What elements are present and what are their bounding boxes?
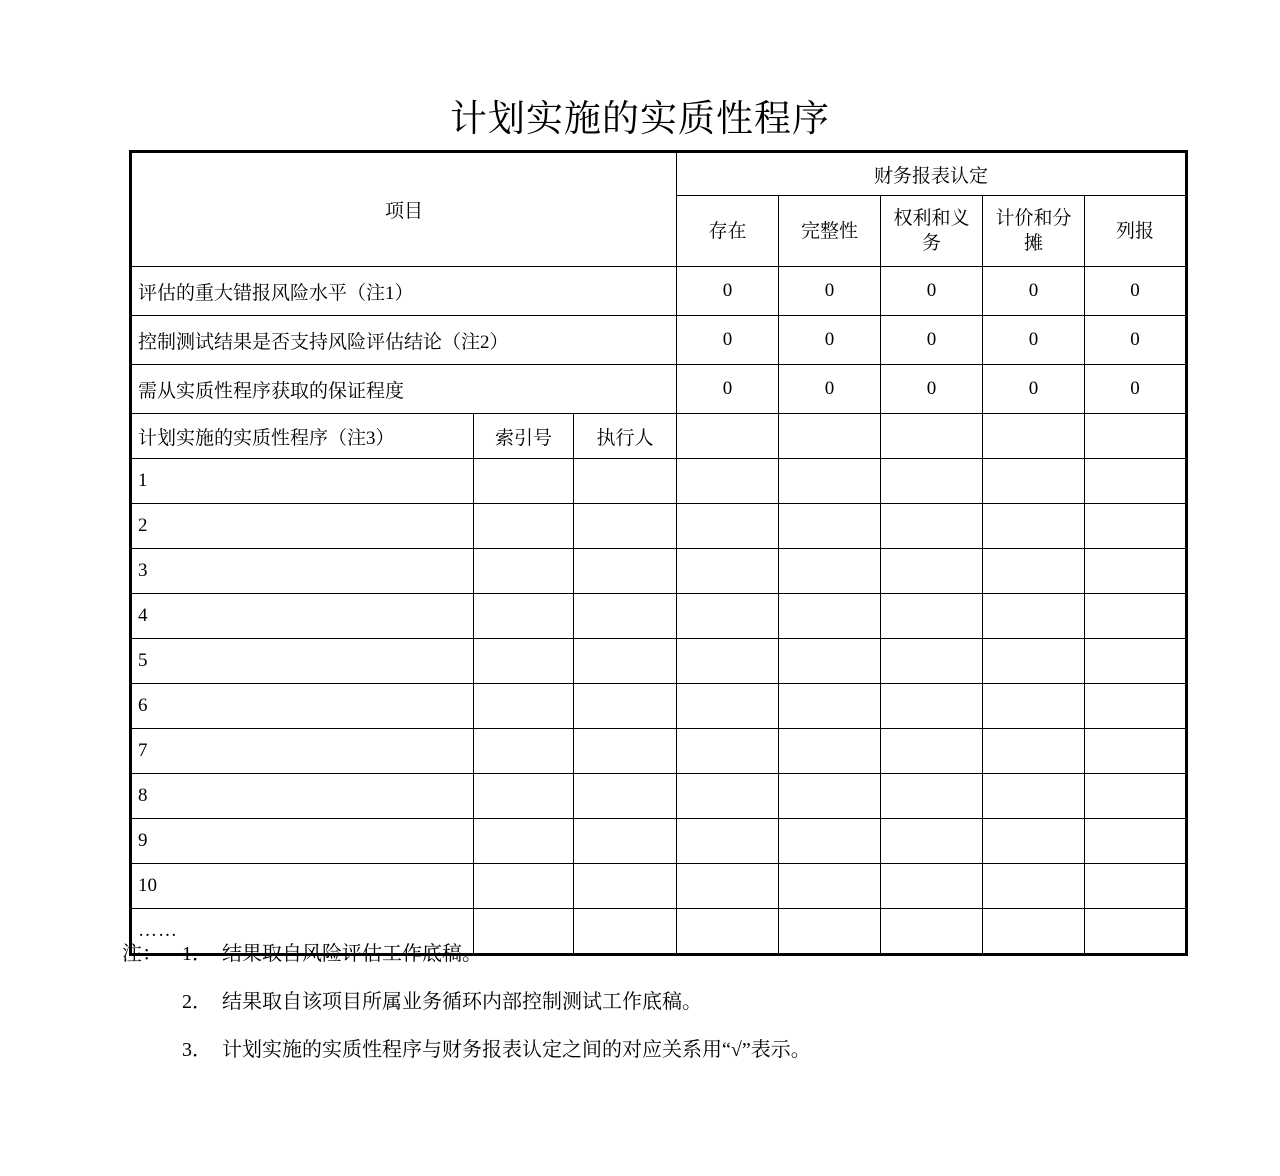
procedure-row-number[interactable]: 2 [131,504,474,549]
assessment-cell[interactable]: 0 [881,267,983,316]
procedure-row-assertion-cell[interactable] [677,459,779,504]
procedure-row-number[interactable]: 6 [131,684,474,729]
procedure-row [131,504,1187,549]
procedure-row-assertion-cell[interactable] [881,684,983,729]
assessment-cell[interactable]: 0 [1085,365,1187,414]
procedure-row [131,684,1187,729]
procedure-row-assertion-cell[interactable] [983,819,1085,864]
procedure-row-assertion-cell[interactable] [1085,774,1187,819]
procedure-row-assertion-cell[interactable] [881,729,983,774]
procedure-row-performer[interactable] [574,864,677,909]
procedure-row-assertion-cell[interactable] [779,684,881,729]
procedure-row-assertion-cell[interactable] [677,549,779,594]
procedure-row-performer[interactable] [574,684,677,729]
assessment-row [131,316,1187,365]
procedure-row-assertion-cell[interactable] [881,459,983,504]
assessment-cell[interactable]: 0 [983,365,1085,414]
substantive-procedures-table [129,150,1188,956]
procedure-row-assertion-cell[interactable] [779,774,881,819]
procedure-row-performer[interactable] [574,504,677,549]
procedure-row-assertion-cell[interactable] [677,819,779,864]
assessment-cell[interactable]: 0 [1085,267,1187,316]
procedure-row-assertion-cell[interactable] [983,729,1085,774]
procedure-row [131,819,1187,864]
procedure-row [131,774,1187,819]
note-line [122,1036,1182,1064]
procedure-row [131,549,1187,594]
procedure-row-number[interactable]: 8 [131,774,474,819]
procedure-row-assertion-cell[interactable] [677,504,779,549]
header-assertion-2: 完整性 [779,196,881,267]
assessment-row-label: 控制测试结果是否支持风险评估结论（注2） [131,316,677,365]
procedure-row-index-no[interactable] [474,639,574,684]
procedure-row-assertion-cell[interactable] [881,864,983,909]
procedure-row-index-no[interactable] [474,774,574,819]
note-number: 1． [182,943,212,965]
procedure-row-assertion-cell[interactable] [779,549,881,594]
procedure-header-performer: 执行人 [574,414,677,459]
procedure-row-index-no[interactable] [474,864,574,909]
assessment-cell[interactable]: 0 [1085,316,1187,365]
header-item-column: 项目 [131,152,677,267]
assessment-cell[interactable]: 0 [779,316,881,365]
procedure-header-assertion-cell[interactable] [1085,414,1187,459]
procedure-row-performer[interactable] [574,819,677,864]
note-line [122,940,1182,968]
note-number: 3． [182,1039,212,1061]
procedure-header-row [131,414,1187,459]
procedure-row-number[interactable]: 5 [131,639,474,684]
procedure-row-index-no[interactable] [474,729,574,774]
procedure-row-assertion-cell[interactable] [983,459,1085,504]
procedure-row-assertion-cell[interactable] [983,684,1085,729]
header-assertion-3: 权利和义务 [881,196,983,267]
assessment-row [131,365,1187,414]
procedure-row-performer[interactable] [574,549,677,594]
note-text: 计划实施的实质性程序与财务报表认定之间的对应关系用“√”表示。 [222,1039,811,1061]
procedure-row-number[interactable]: 1 [131,459,474,504]
note-number: 2． [182,991,212,1013]
procedure-row-assertion-cell[interactable] [779,819,881,864]
procedure-row-assertion-cell[interactable] [779,864,881,909]
page-title: 计划实施的实质性程序 [450,99,830,140]
assessment-cell[interactable]: 0 [779,267,881,316]
procedure-row-index-no[interactable] [474,819,574,864]
procedure-header-index-no: 索引号 [474,414,574,459]
procedure-header-assertion-cell[interactable] [983,414,1085,459]
note-line [122,988,1182,1016]
assessment-cell[interactable]: 0 [881,365,983,414]
procedure-row-assertion-cell[interactable] [983,504,1085,549]
header-assertions-group: 财务报表认定 [677,152,1187,196]
assessment-cell[interactable]: 0 [983,316,1085,365]
procedure-row-assertion-cell[interactable] [677,864,779,909]
assessment-cell[interactable]: 0 [677,316,779,365]
procedure-header-procedures: 计划实施的实质性程序（注3） [131,414,474,459]
procedure-row-index-no[interactable] [474,459,574,504]
header-assertion-4: 计价和分摊 [983,196,1085,267]
note-text: 结果取自风险评估工作底稿。 [222,943,482,965]
procedure-row-assertion-cell[interactable] [677,684,779,729]
assessment-row [131,267,1187,316]
procedure-row-assertion-cell[interactable] [779,594,881,639]
procedure-row-assertion-cell[interactable] [983,774,1085,819]
procedure-row-assertion-cell[interactable] [779,639,881,684]
procedure-row-assertion-cell[interactable] [779,504,881,549]
procedure-row [131,639,1187,684]
procedure-row-assertion-cell[interactable] [881,594,983,639]
procedure-row-assertion-cell[interactable] [881,549,983,594]
procedure-header-assertion-cell[interactable] [677,414,779,459]
procedure-row-index-no[interactable] [474,504,574,549]
assessment-cell[interactable]: 0 [677,267,779,316]
procedure-row-assertion-cell[interactable] [881,639,983,684]
procedure-row-assertion-cell[interactable] [677,639,779,684]
procedure-row-performer[interactable] [574,594,677,639]
procedure-header-assertion-cell[interactable] [779,414,881,459]
notes-prefix: 注： [122,943,162,965]
procedure-row-assertion-cell[interactable] [983,639,1085,684]
procedure-row-assertion-cell[interactable] [881,819,983,864]
procedure-row-performer[interactable] [574,639,677,684]
assessment-cell[interactable]: 0 [779,365,881,414]
table-header-row-group [131,152,1187,196]
header-assertion-1: 存在 [677,196,779,267]
procedure-row-number[interactable]: …… [131,909,474,955]
procedure-row-assertion-cell[interactable] [983,594,1085,639]
assessment-row-label: 需从实质性程序获取的保证程度 [131,365,677,414]
procedure-row-number[interactable]: 4 [131,594,474,639]
procedure-row-assertion-cell[interactable] [881,774,983,819]
procedure-row-assertion-cell[interactable] [1085,819,1187,864]
procedure-row [131,459,1187,504]
procedure-row-number[interactable]: 9 [131,819,474,864]
procedure-row-assertion-cell[interactable] [677,774,779,819]
procedure-row-assertion-cell[interactable] [983,864,1085,909]
assessment-cell[interactable]: 0 [881,316,983,365]
procedure-row [131,864,1187,909]
header-assertion-5: 列报 [1085,196,1187,267]
procedure-row-number[interactable]: 3 [131,549,474,594]
procedure-row-assertion-cell[interactable] [677,594,779,639]
procedure-row-assertion-cell[interactable] [677,729,779,774]
procedure-row-number[interactable]: 10 [131,864,474,909]
procedure-row-assertion-cell[interactable] [983,549,1085,594]
procedure-header-assertion-cell[interactable] [881,414,983,459]
procedure-row-assertion-cell[interactable] [881,504,983,549]
note-text: 结果取自该项目所属业务循环内部控制测试工作底稿。 [222,991,702,1013]
procedure-row-assertion-cell[interactable] [1085,639,1187,684]
procedure-row-performer[interactable] [574,459,677,504]
procedure-row-assertion-cell[interactable] [1085,504,1187,549]
procedure-row-assertion-cell[interactable] [779,459,881,504]
procedure-row-index-no[interactable] [474,594,574,639]
assessment-row-label: 评估的重大错报风险水平（注1） [131,267,677,316]
notes-block [122,940,1182,1084]
procedure-row [131,729,1187,774]
procedure-row-performer[interactable] [574,729,677,774]
procedure-row-assertion-cell[interactable] [779,729,881,774]
procedure-row-assertion-cell[interactable] [1085,594,1187,639]
procedure-row-number[interactable]: 7 [131,729,474,774]
procedure-row-assertion-cell[interactable] [1085,459,1187,504]
procedure-row [131,594,1187,639]
procedure-row-assertion-cell[interactable] [1085,729,1187,774]
procedure-row-assertion-cell[interactable] [1085,864,1187,909]
procedure-row-index-no[interactable] [474,684,574,729]
assessment-cell[interactable]: 0 [983,267,1085,316]
procedure-row-index-no[interactable] [474,549,574,594]
procedure-row-assertion-cell[interactable] [1085,684,1187,729]
procedure-row-assertion-cell[interactable] [1085,549,1187,594]
procedure-row-performer[interactable] [574,774,677,819]
assessment-cell[interactable]: 0 [677,365,779,414]
